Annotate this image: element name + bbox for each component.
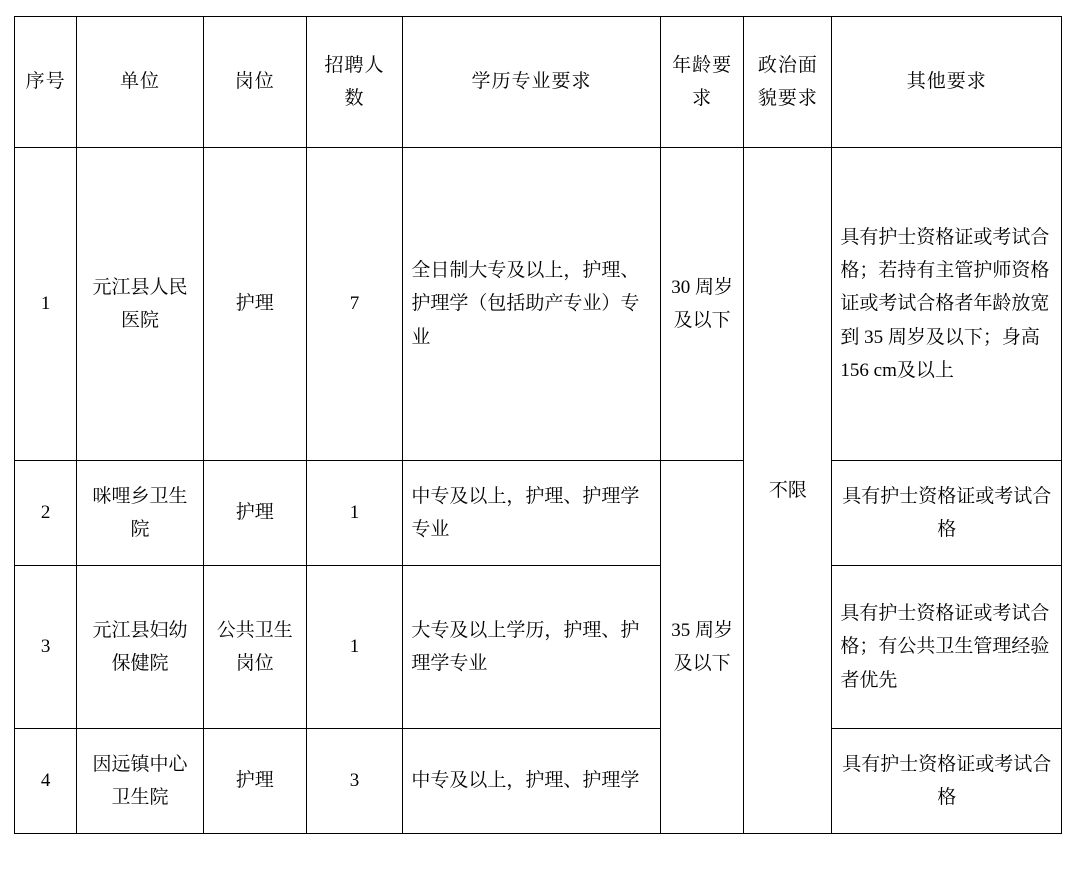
cell-other: 具有护士资格证或考试合格	[832, 461, 1062, 566]
cell-unit: 元江县妇幼保健院	[77, 566, 204, 729]
table-header-row	[15, 17, 1062, 148]
cell-education: 大专及以上学历，护理、护理学专业	[403, 566, 660, 729]
cell-education: 全日制大专及以上，护理、护理学（包括助产专业）专业	[403, 148, 660, 461]
column-header-age: 年龄要求	[660, 17, 744, 148]
cell-politics: 不限	[744, 148, 832, 834]
cell-education: 中专及以上，护理、护理学专业	[403, 461, 660, 566]
cell-other: 具有护士资格证或考试合格；有公共卫生管理经验者优先	[832, 566, 1062, 729]
table-row	[15, 566, 1062, 729]
recruitment-table	[14, 16, 1062, 834]
table-header	[15, 17, 1062, 148]
table-row	[15, 461, 1062, 566]
cell-post: 护理	[203, 148, 306, 461]
cell-post: 护理	[203, 461, 306, 566]
cell-no: 2	[15, 461, 77, 566]
column-header-other: 其他要求	[832, 17, 1062, 148]
cell-count: 3	[306, 729, 403, 834]
cell-age: 30 周岁及以下	[660, 148, 744, 461]
column-header-no: 序号	[15, 17, 77, 148]
cell-no: 3	[15, 566, 77, 729]
cell-count: 7	[306, 148, 403, 461]
cell-unit: 因远镇中心卫生院	[77, 729, 204, 834]
table-body	[15, 148, 1062, 834]
cell-post: 护理	[203, 729, 306, 834]
cell-no: 1	[15, 148, 77, 461]
cell-unit: 咪哩乡卫生院	[77, 461, 204, 566]
column-header-politics: 政治面貌要求	[744, 17, 832, 148]
cell-count: 1	[306, 461, 403, 566]
cell-other: 具有护士资格证或考试合格；若持有主管护师资格证或考试合格者年龄放宽到 35 周岁及以下；身高 156 cm及以上	[832, 148, 1062, 461]
table-row	[15, 148, 1062, 461]
column-header-unit: 单位	[77, 17, 204, 148]
table-row	[15, 729, 1062, 834]
cell-age: 35 周岁及以下	[660, 461, 744, 834]
column-header-education: 学历专业要求	[403, 17, 660, 148]
cell-education: 中专及以上，护理、护理学	[403, 729, 660, 834]
cell-post: 公共卫生岗位	[203, 566, 306, 729]
cell-count: 1	[306, 566, 403, 729]
column-header-count: 招聘人数	[306, 17, 403, 148]
cell-unit: 元江县人民医院	[77, 148, 204, 461]
column-header-post: 岗位	[203, 17, 306, 148]
cell-no: 4	[15, 729, 77, 834]
cell-other: 具有护士资格证或考试合格	[832, 729, 1062, 834]
